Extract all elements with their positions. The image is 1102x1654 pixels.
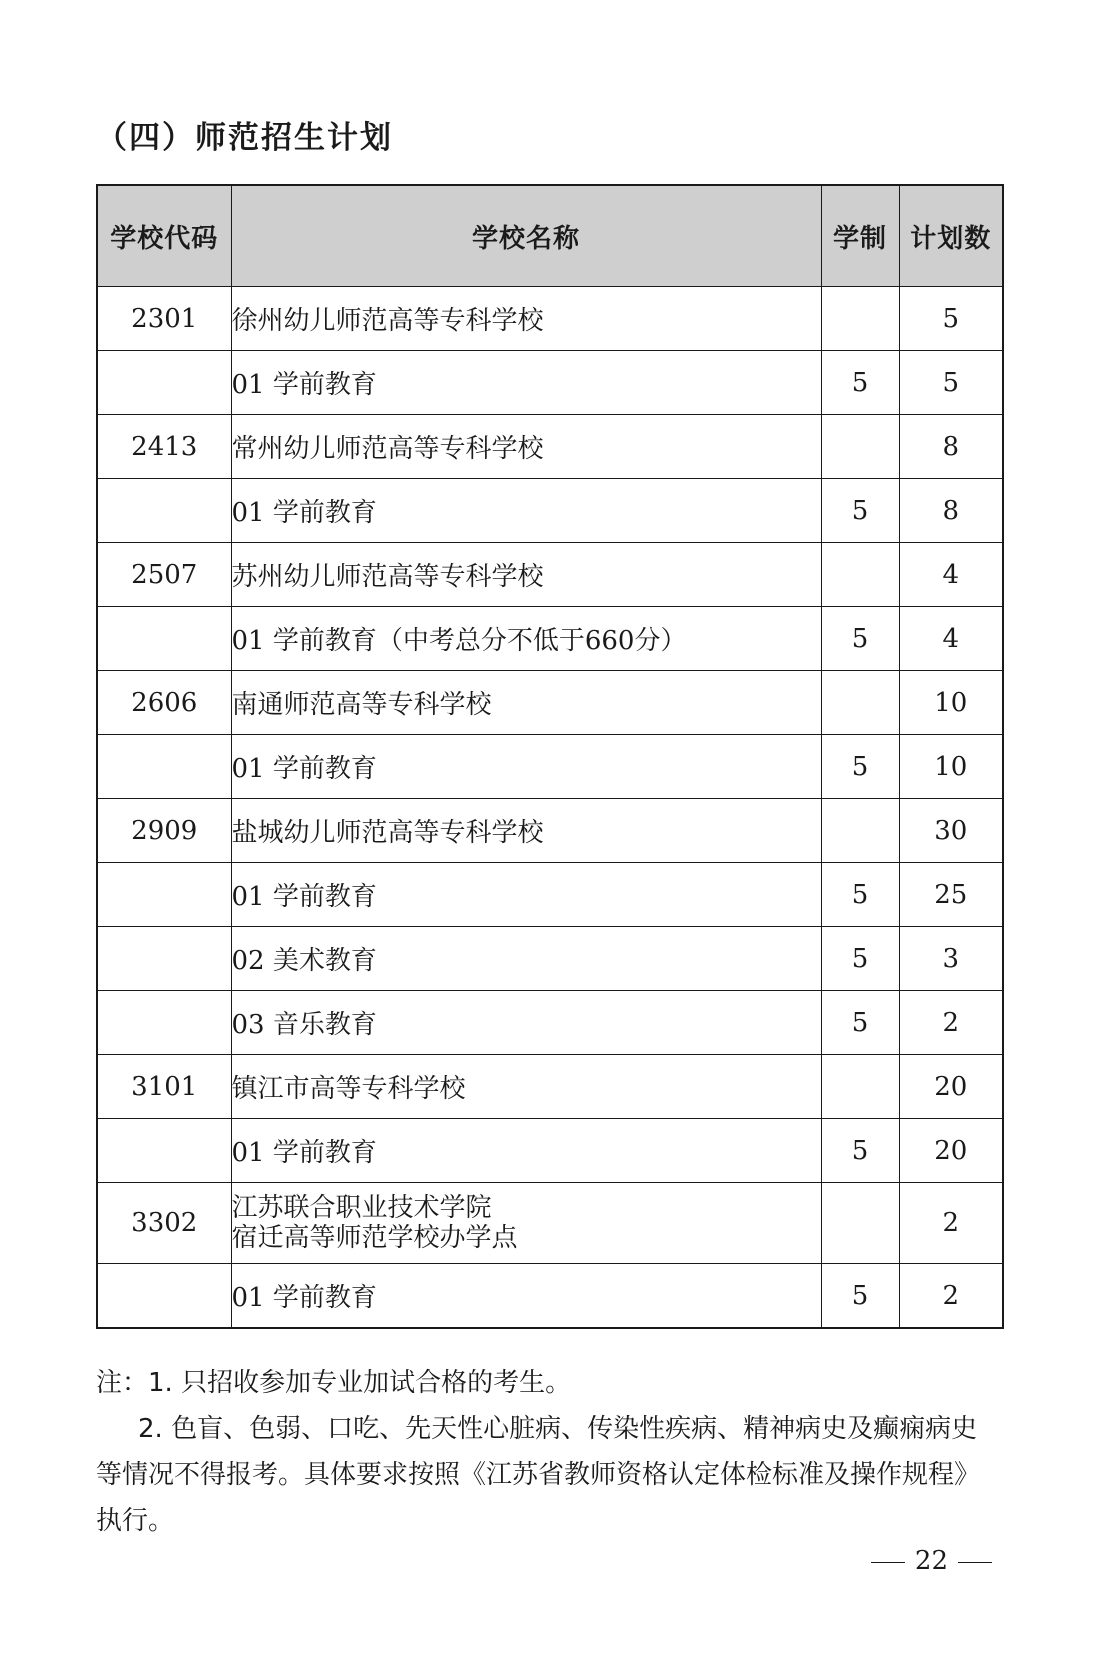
table-row <box>97 863 1003 927</box>
major-name-cell: 01 学前教育 <box>231 479 821 543</box>
header-duration: 学制 <box>821 185 899 287</box>
plan-count-cell: 3 <box>899 927 1003 991</box>
page-dash-left <box>871 1562 905 1563</box>
school-code-cell: 2507 <box>97 543 231 607</box>
note-1: 注：1. 只招收参加专业加试合格的考生。 <box>96 1368 572 1398</box>
school-code-cell <box>97 479 231 543</box>
major-name-cell: 01 学前教育 <box>231 1264 821 1329</box>
header-plan-count: 计划数 <box>899 185 1003 287</box>
header-school-name: 学校名称 <box>231 185 821 287</box>
school-name-cell: 南通师范高等专科学校 <box>231 671 821 735</box>
school-name-cell: 苏州幼儿师范高等专科学校 <box>231 543 821 607</box>
school-code-cell: 2909 <box>97 799 231 863</box>
table-row <box>97 991 1003 1055</box>
plan-count-cell: 2 <box>899 1264 1003 1329</box>
table-row <box>97 671 1003 735</box>
school-code-cell <box>97 735 231 799</box>
school-name-line: 江苏联合职业技术学院 <box>231 1193 492 1223</box>
school-code-cell: 2606 <box>97 671 231 735</box>
page-number <box>861 1546 1002 1576</box>
duration-cell: 5 <box>821 991 899 1055</box>
school-code-cell <box>97 351 231 415</box>
major-name-cell: 01 学前教育 <box>231 351 821 415</box>
school-code-cell <box>97 1119 231 1183</box>
duration-cell: 5 <box>821 479 899 543</box>
table-row <box>97 1119 1003 1183</box>
duration-cell: 5 <box>821 863 899 927</box>
table-row <box>97 479 1003 543</box>
duration-cell <box>821 799 899 863</box>
school-name-cell: 盐城幼儿师范高等专科学校 <box>231 799 821 863</box>
school-code-cell <box>97 1264 231 1329</box>
school-name-cell: 常州幼儿师范高等专科学校 <box>231 415 821 479</box>
table-row <box>97 351 1003 415</box>
plan-count-cell: 20 <box>899 1055 1003 1119</box>
school-name-cell: 徐州幼儿师范高等专科学校 <box>231 287 821 351</box>
header-school-code: 学校代码 <box>97 185 231 287</box>
table-row <box>97 1055 1003 1119</box>
duration-cell <box>821 1183 899 1264</box>
duration-cell: 5 <box>821 351 899 415</box>
table-row <box>97 799 1003 863</box>
duration-cell <box>821 543 899 607</box>
table-row <box>97 607 1003 671</box>
table-header-row <box>97 185 1003 287</box>
school-name-line: 宿迁高等师范学校办学点 <box>231 1223 518 1253</box>
duration-cell <box>821 671 899 735</box>
page-number-text: 22 <box>914 1546 948 1576</box>
table-row <box>97 543 1003 607</box>
school-code-cell: 2301 <box>97 287 231 351</box>
note-2: 2. 色盲、色弱、口吃、先天性心脏病、传染性疾病、精神病史及癫痫病史等情况不得报考。具体要求按照《江苏省教师资格认定体检标准及操作规程》执行。 <box>96 1414 981 1536</box>
duration-cell: 5 <box>821 1119 899 1183</box>
school-code-cell <box>97 607 231 671</box>
plan-count-cell: 5 <box>899 287 1003 351</box>
school-code-cell: 2413 <box>97 415 231 479</box>
school-code-cell: 3101 <box>97 1055 231 1119</box>
duration-cell: 5 <box>821 927 899 991</box>
table-row <box>97 927 1003 991</box>
school-name-cell <box>231 1183 821 1264</box>
school-code-cell <box>97 991 231 1055</box>
duration-cell <box>821 287 899 351</box>
table-row <box>97 1264 1003 1329</box>
duration-cell: 5 <box>821 607 899 671</box>
duration-cell <box>821 415 899 479</box>
school-code-cell: 3302 <box>97 1183 231 1264</box>
table-row <box>97 735 1003 799</box>
duration-cell: 5 <box>821 1264 899 1329</box>
enrollment-plan-table <box>96 184 1004 1329</box>
plan-count-cell: 2 <box>899 1183 1003 1264</box>
section-title: （四）师范招生计划 <box>96 120 393 156</box>
school-name-cell: 镇江市高等专科学校 <box>231 1055 821 1119</box>
plan-count-cell: 4 <box>899 607 1003 671</box>
plan-count-cell: 30 <box>899 799 1003 863</box>
page-dash-right <box>958 1562 992 1563</box>
major-name-cell: 01 学前教育 <box>231 1119 821 1183</box>
notes-section <box>96 1360 1002 1544</box>
school-code-cell <box>97 863 231 927</box>
duration-cell <box>821 1055 899 1119</box>
plan-count-cell: 2 <box>899 991 1003 1055</box>
table-row <box>97 287 1003 351</box>
major-name-cell: 02 美术教育 <box>231 927 821 991</box>
school-code-cell <box>97 927 231 991</box>
duration-cell: 5 <box>821 735 899 799</box>
plan-count-cell: 25 <box>899 863 1003 927</box>
plan-count-cell: 5 <box>899 351 1003 415</box>
table-row <box>97 1183 1003 1264</box>
major-name-cell: 01 学前教育 <box>231 735 821 799</box>
plan-count-cell: 20 <box>899 1119 1003 1183</box>
plan-count-cell: 8 <box>899 479 1003 543</box>
plan-count-cell: 10 <box>899 671 1003 735</box>
major-name-cell: 01 学前教育（中考总分不低于660分） <box>231 607 821 671</box>
major-name-cell: 03 音乐教育 <box>231 991 821 1055</box>
major-name-cell: 01 学前教育 <box>231 863 821 927</box>
table-row <box>97 415 1003 479</box>
plan-count-cell: 8 <box>899 415 1003 479</box>
plan-count-cell: 10 <box>899 735 1003 799</box>
plan-count-cell: 4 <box>899 543 1003 607</box>
